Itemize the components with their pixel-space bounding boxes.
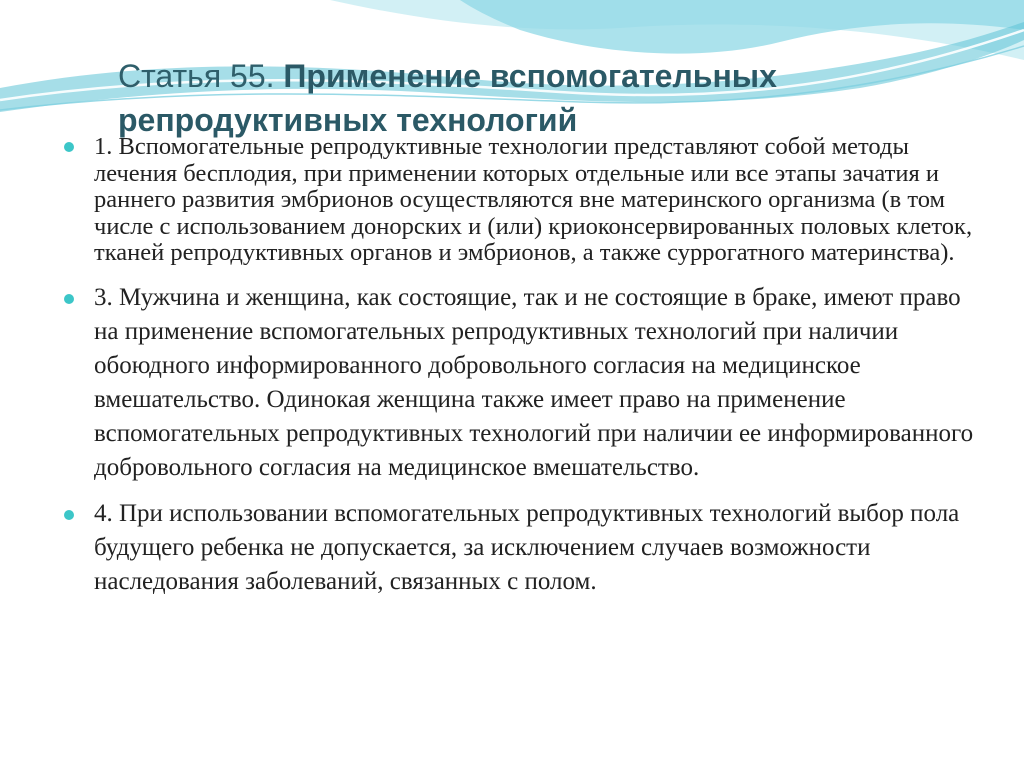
bullet-text: 4. При использовании вспомогательных репродуктивных технологий выбор пола будущего ребенка не допускается, за исключением случаев возможности наследования заболеваний, связанных с полом.	[94, 499, 960, 595]
circle-bullet-icon	[64, 510, 74, 520]
bullet-item	[62, 497, 982, 599]
slide-title-prefix: Статья 55.	[118, 58, 284, 94]
bullet-text: 3. Мужчина и женщина, как состоящие, так и не состоящие в браке, имеют право на применение вспомогательных репродуктивных технологий при наличии обоюдного информированного добровольного согласия на медицинское вмешательство. Одинокая женщина также имеет право на применение вспомогательных репродуктивных технологий при наличии ее информированного добровольного согласия на медицинское вмешательство.	[94, 283, 974, 481]
circle-bullet-icon	[64, 142, 74, 152]
circle-bullet-icon	[64, 294, 74, 304]
bullet-item	[62, 281, 982, 485]
bullet-text: 1. Вспомогательные репродуктивные технологии представляют собой методы лечения бесплодия, при применении которых отдельные или все этапы зачатия и раннего развития эмбрионов осуществляются вне материнского организма (в том числе с использованием донорских и (или) криоконсервированных половых клеток, тканей репродуктивных органов и эмбрионов, а также суррогатного материнства).	[94, 133, 973, 266]
bullet-item	[62, 134, 982, 267]
bullet-list	[62, 134, 982, 599]
slide-title	[118, 54, 998, 142]
slide-title-main: Применение вспомогательных репродуктивных технологий	[118, 58, 777, 138]
